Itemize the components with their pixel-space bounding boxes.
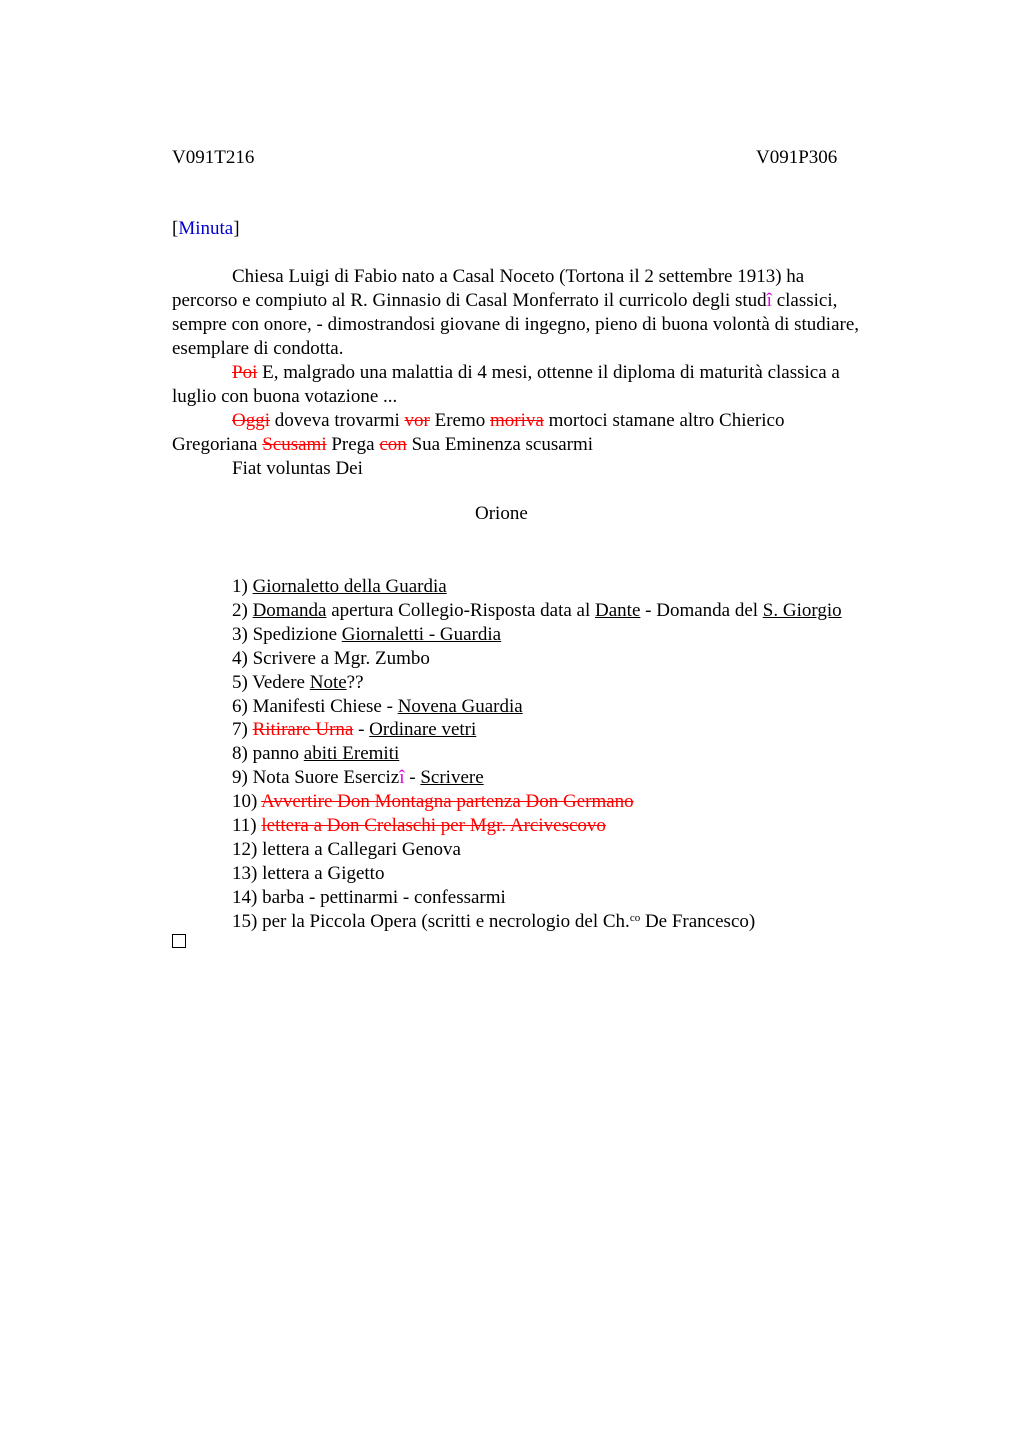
letter-p3-line2 xyxy=(172,433,932,457)
item-text: ?? xyxy=(346,671,364,693)
underlined-text: Novena Guardia xyxy=(397,695,523,717)
item-text: 8) panno xyxy=(232,743,304,765)
list-item xyxy=(232,718,842,742)
underlined-text: abiti Eremiti xyxy=(303,743,400,765)
label-open-bracket: [ xyxy=(172,218,179,239)
header-left-code: V091T216 xyxy=(172,147,255,168)
list-item xyxy=(232,790,842,814)
list-item xyxy=(232,742,842,766)
item-text: 6) Manifesti Chiese - xyxy=(232,695,398,717)
list-item xyxy=(232,671,842,695)
list-item xyxy=(232,814,842,838)
underlined-text: Giornaletto della Guardia xyxy=(252,576,447,597)
letter-p3-text: mortoci stamane altro Chierico xyxy=(543,410,785,431)
editor-mark: î xyxy=(766,290,772,311)
letter-p1-line2-end: classici, xyxy=(771,290,838,311)
list-item xyxy=(232,599,842,623)
letter-p3-text: Sua Eminenza scusarmi xyxy=(406,434,594,455)
underlined-text: Scrivere xyxy=(420,767,484,789)
letter-p3-line1 xyxy=(172,409,932,433)
item-text: 15) per la Piccola Opera (scritti e necrologio del Ch. xyxy=(232,910,630,932)
item-text: 4) Scrivere a Mgr. Zumbo xyxy=(232,647,430,669)
list-item xyxy=(232,910,842,934)
letter-p1-line1: Chiesa Luigi di Fabio nato a Casal Noceto (Tortona il 2 settembre 1913) ha xyxy=(232,266,805,287)
list-item xyxy=(232,886,842,910)
letter-p3-text: doveva trovarmi xyxy=(270,410,405,431)
item-text: 12) lettera a Callegari Genova xyxy=(232,838,461,860)
list-item xyxy=(232,862,842,886)
letter-p3-text: Gregoriana xyxy=(172,434,263,455)
deleted-text: Ritirare Urna xyxy=(252,719,354,741)
item-text: 3) Spedizione xyxy=(232,623,342,645)
underlined-text: Ordinare vetri xyxy=(369,719,477,741)
item-text: 14) barba - pettinarmi - confessarmi xyxy=(232,886,506,908)
underlined-text: Giornaletti - Guardia xyxy=(341,623,502,645)
item-text: 9) Nota Suore Eserciz xyxy=(232,767,400,789)
item-text: 2) xyxy=(232,599,253,621)
letter-p1-line4: esemplare di condotta. xyxy=(172,338,344,359)
item-text: De Francesco) xyxy=(640,910,756,932)
editor-mark: î xyxy=(399,767,405,789)
deleted-text: lettera a Don Crelaschi per Mgr. Arcivescovo xyxy=(261,815,606,837)
letter-p4: Fiat voluntas Dei xyxy=(232,458,363,479)
item-text: - xyxy=(404,767,421,789)
underlined-text: Note xyxy=(309,671,347,693)
minuta-label xyxy=(172,218,240,240)
item-text: - Domanda del xyxy=(640,599,763,621)
letter-p1-line2-text: percorso e compiuto al R. Ginnasio di Casal Monferrato il curricolo degli stud xyxy=(172,290,767,311)
deleted-word: moriva xyxy=(490,410,544,431)
item-text: apertura Collegio-Risposta data al xyxy=(326,599,596,621)
item-text: 13) lettera a Gigetto xyxy=(232,862,385,884)
underlined-text: Dante xyxy=(595,599,641,621)
letter-p2-text: E, malgrado una malattia di 4 mesi, ottenne il diploma di maturità classica a xyxy=(257,362,840,383)
item-text: 10) xyxy=(232,791,262,813)
list-item xyxy=(232,623,842,647)
task-list xyxy=(232,575,842,934)
deleted-word: Poi xyxy=(232,362,258,383)
list-item xyxy=(232,695,842,719)
superscript-text: co xyxy=(629,911,641,924)
item-text: 11) xyxy=(232,815,262,837)
item-text: 5) Vedere xyxy=(232,671,310,693)
item-text: - xyxy=(353,719,370,741)
letter-p3-text: Eremo xyxy=(429,410,491,431)
letter-p1-line3: sempre con onore, - dimostrandosi giovane di ingegno, pieno di buona volontà di studiare, xyxy=(172,314,860,335)
list-item xyxy=(232,838,842,862)
list-item xyxy=(232,647,842,671)
list-item xyxy=(232,766,842,790)
letter-p3-text: Prega xyxy=(326,434,380,455)
underlined-text: S. Giorgio xyxy=(762,599,842,621)
header-right-code: V091P306 xyxy=(756,147,838,168)
deleted-text: Avvertire Don Montagna partenza Don Germano xyxy=(261,791,634,813)
letter-body xyxy=(172,265,932,481)
label-close-bracket: ] xyxy=(233,218,240,239)
deleted-word: Oggi xyxy=(232,410,270,431)
item-text: 1) xyxy=(232,576,253,597)
end-box-icon xyxy=(172,934,186,948)
signature: Orione xyxy=(475,503,528,524)
deleted-word: Scusami xyxy=(262,434,327,455)
letter-p2-line2: luglio con buona votazione ... xyxy=(172,386,398,407)
list-item xyxy=(232,575,842,599)
deleted-word: vor xyxy=(404,410,430,431)
label-text: Minuta xyxy=(178,218,234,239)
letter-p1-line2 xyxy=(172,289,932,313)
underlined-text: Domanda xyxy=(252,599,327,621)
deleted-word: con xyxy=(379,434,407,455)
letter-p2-line1 xyxy=(172,361,932,385)
item-text: 7) xyxy=(232,719,253,741)
